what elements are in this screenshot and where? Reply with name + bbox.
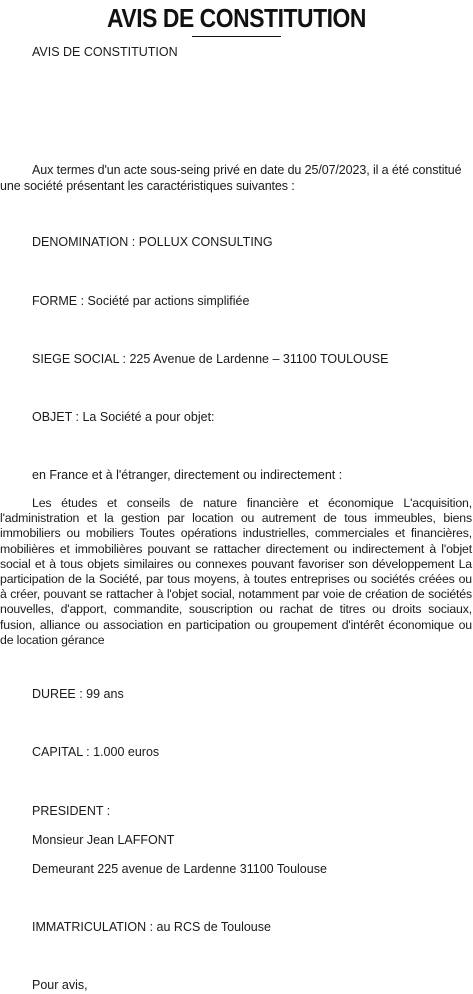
notice-heading: AVIS DE CONSTITUTION xyxy=(32,45,178,59)
objet-line: OBJET : La Société a pour objet: xyxy=(32,410,215,424)
closing-line: Pour avis, xyxy=(32,978,88,992)
intro-paragraph: Aux termes d'un acte sous-seing privé en date du 25/07/2023, il a été constitué une société présentant les caractéristiques suivantes : xyxy=(0,163,462,193)
title-underline xyxy=(192,36,281,37)
siege-social-line: SIEGE SOCIAL : 225 Avenue de Lardenne – 31100 TOULOUSE xyxy=(32,352,389,366)
capital-line: CAPITAL : 1.000 euros xyxy=(32,745,160,759)
president-name: Monsieur Jean LAFFONT xyxy=(32,833,175,847)
forme-line: FORME : Société par actions simplifiée xyxy=(32,294,250,308)
duree-line: DUREE : 99 ans xyxy=(32,687,124,701)
objet-details-paragraph: Les études et conseils de nature financière et économique L'acquisition, l'administration et la gestion par location ou autrement de tous immeubles, biens immobiliers ou mobiliers Toutes opérations industrielles, commerciales et financières, mobilières et immobilières pouvant se rattacher directement ou indirectement à l'objet social et à tous objets similaires ou connexes pouvant favoriser son développement La participation de la Société, par tous moyens, à toutes entreprises ou sociétés créées ou à créer, pouvant se rattacher à l'objet social, notamment par voie de création de sociétés nouvelles, d'apport, commandite, souscription ou rachat de titres ou droits sociaux, fusion, alliance ou association en participation ou groupement d'intérêt économique ou de location gérance xyxy=(0,496,472,647)
page-title: AVIS DE CONSTITUTION xyxy=(107,3,366,33)
objet-scope-line: en France et à l'étranger, directement ou indirectement : xyxy=(32,468,343,482)
immatriculation-line: IMMATRICULATION : au RCS de Toulouse xyxy=(32,920,271,934)
denomination-line: DENOMINATION : POLLUX CONSULTING xyxy=(32,235,273,249)
president-address: Demeurant 225 avenue de Lardenne 31100 Toulouse xyxy=(32,862,327,876)
president-label: PRESIDENT : xyxy=(32,804,111,818)
